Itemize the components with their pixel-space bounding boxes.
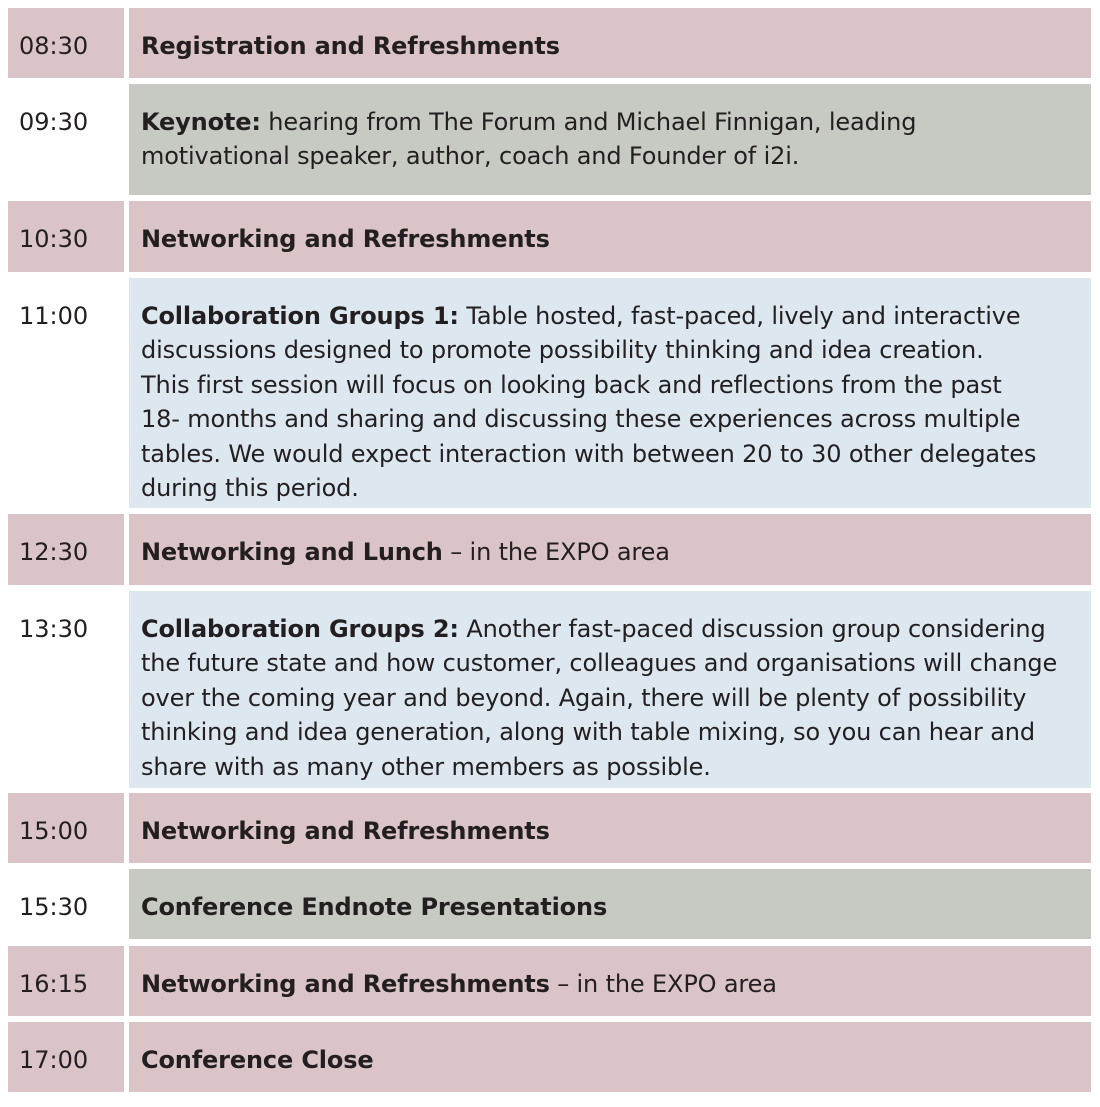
session-cell [129, 869, 1091, 939]
time-cell: 16:15 [8, 946, 124, 1016]
session-title: Registration and Refreshments [141, 32, 560, 60]
session-description: 18- months and sharing and discussing these experiences across multiple [141, 405, 1021, 434]
session-cell [129, 8, 1091, 78]
schedule-row [0, 1022, 1100, 1092]
session-cell [129, 278, 1091, 508]
time-cell: 17:00 [8, 1022, 124, 1092]
session-cell [129, 84, 1091, 195]
session-cell [129, 201, 1091, 272]
session-description: discussions designed to promote possibility thinking and idea creation. [141, 336, 984, 365]
session-description: thinking and idea generation, along with table mixing, so you can hear and [141, 718, 1035, 747]
schedule-row [0, 591, 1100, 788]
time-cell: 11:00 [19, 302, 89, 330]
session-description: – in the EXPO area [442, 538, 670, 566]
session-description: Another fast-paced discussion group considering [458, 615, 1046, 643]
session-title: Collaboration Groups 1: [141, 302, 459, 330]
session-description: the future state and how customer, colleagues and organisations will change [141, 649, 1058, 678]
session-title: Keynote: [141, 108, 261, 136]
schedule-row [0, 278, 1100, 508]
session-description: tables. We would expect interaction with between 20 to 30 other delegates [141, 439, 1037, 468]
session-description: during this period. [141, 474, 359, 503]
session-description: over the coming year and beyond. Again, there will be plenty of possibility [141, 683, 1027, 712]
session-title: Networking and Refreshments [141, 817, 550, 845]
session-cell [129, 591, 1091, 788]
session-cell [129, 1022, 1091, 1092]
session-description: – in the EXPO area [549, 970, 777, 998]
time-cell: 15:30 [19, 893, 89, 921]
session-title: Networking and Refreshments [141, 225, 550, 253]
time-cell: 10:30 [8, 201, 124, 272]
time-cell: 09:30 [19, 108, 89, 136]
session-description: This first session will focus on looking back and reflections from the past [141, 370, 1002, 399]
session-title: Conference Close [141, 1046, 374, 1074]
session-title: Conference Endnote Presentations [141, 893, 608, 921]
time-cell: 12:30 [8, 514, 124, 585]
schedule-row [0, 514, 1100, 585]
schedule-row [0, 793, 1100, 863]
session-description: motivational speaker, author, coach and Founder of i2i. [141, 142, 800, 171]
time-cell: 15:00 [8, 793, 124, 863]
time-cell: 13:30 [19, 615, 89, 643]
session-cell [129, 793, 1091, 863]
session-description: hearing from The Forum and Michael Finnigan, leading [260, 108, 917, 136]
session-cell [129, 946, 1091, 1016]
time-cell: 08:30 [8, 8, 124, 78]
schedule-row [0, 8, 1100, 78]
schedule-row [0, 201, 1100, 272]
session-description: Table hosted, fast-paced, lively and interactive [458, 302, 1021, 330]
session-description: share with as many other members as possible. [141, 752, 711, 781]
session-title: Networking and Lunch [141, 538, 443, 566]
session-cell [129, 514, 1091, 585]
schedule-row [0, 946, 1100, 1016]
session-title: Networking and Refreshments [141, 970, 550, 998]
session-title: Collaboration Groups 2: [141, 615, 459, 643]
schedule-row [0, 84, 1100, 195]
schedule-row [0, 869, 1100, 939]
